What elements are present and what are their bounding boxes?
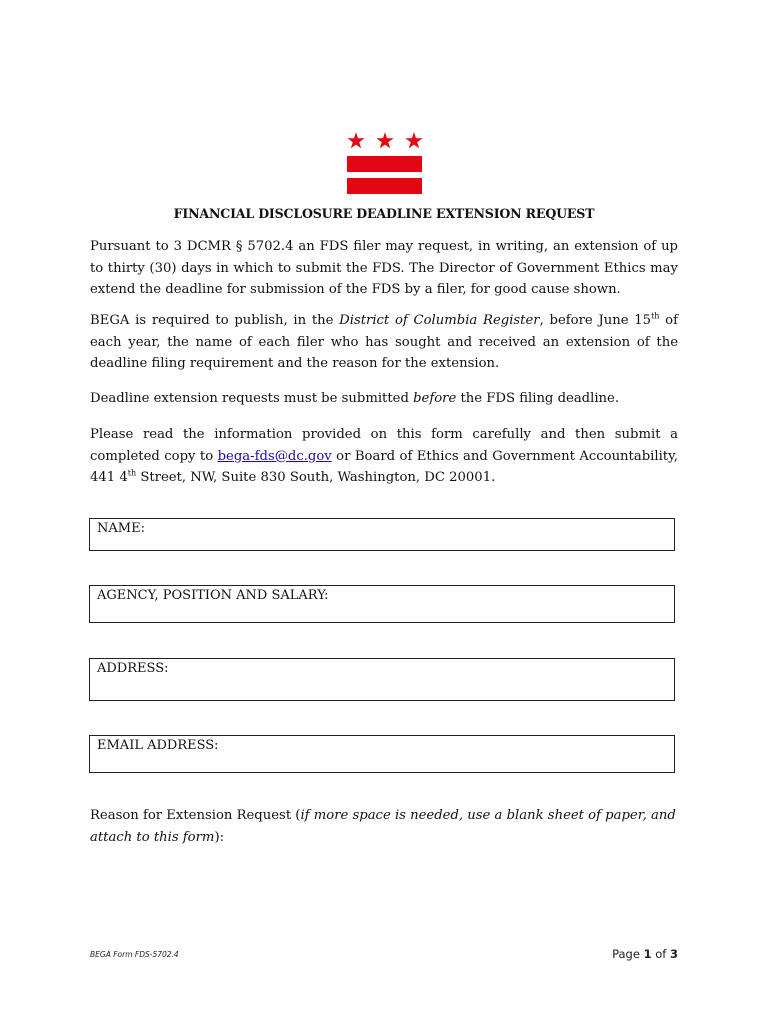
page-total: 3 xyxy=(669,947,678,961)
name-field-label: NAME: xyxy=(97,521,145,536)
submission-paragraph xyxy=(90,424,678,489)
form-id: BEGA Form FDS-5702.4 xyxy=(90,950,179,959)
intro-paragraph: Pursuant to 3 DCMR § 5702.4 an FDS filer may request, in writing, an extension of up to thirty (30) days in which to submit the FDS. The Director of Government Ethics may extend the deadline for submission of the FDS by a filer, for good cause shown. xyxy=(90,239,678,297)
p3-text-a: Deadline extension requests must be submitted xyxy=(90,391,414,406)
flag-bar-bottom xyxy=(347,178,422,194)
star-icon xyxy=(376,132,394,150)
flag-bar-top xyxy=(347,156,422,172)
reason-text-c: ): xyxy=(214,829,225,845)
page-number xyxy=(612,947,678,961)
email-field-label: EMAIL ADDRESS: xyxy=(97,738,219,753)
agency-position-salary-field[interactable] xyxy=(89,585,675,623)
p2-text-a: BEGA is required to publish, in the xyxy=(90,313,340,328)
agency-field-label: AGENCY, POSITION AND SALARY: xyxy=(97,588,329,603)
address-field-label: ADDRESS: xyxy=(97,661,169,676)
dc-flag-logo xyxy=(346,132,422,196)
p3-text-c: the FDS filing deadline. xyxy=(456,391,620,406)
publication-paragraph xyxy=(90,310,678,375)
reason-instruction: if more space is needed, use a blank sheet of paper, and attach to this form xyxy=(90,808,676,845)
page-label: Page xyxy=(612,947,640,961)
p4-text-c: Street, NW, Suite 830 South, Washington, DC 20001. xyxy=(136,470,496,485)
p2-text-c: , before June 15 xyxy=(539,313,652,328)
p4-text-b: or Board of Ethics and Government Accountability, 441 4 xyxy=(90,448,678,485)
star-icon xyxy=(347,132,365,150)
p3-emphasis: before xyxy=(413,391,457,406)
flag-stars xyxy=(346,132,422,152)
name-field[interactable] xyxy=(89,518,675,551)
p4-text-a: Please read the information provided on this form carefully and then submit a completed copy to xyxy=(90,427,678,464)
deadline-paragraph xyxy=(90,388,678,410)
register-name: District of Columbia Register xyxy=(339,313,540,328)
email-address-field[interactable] xyxy=(89,735,675,773)
reason-prompt xyxy=(90,805,678,848)
p4-sup: th xyxy=(127,468,137,478)
p2-text-d: of each year, the name of each filer who has sought and received an extension of the deadline filing requirement and the reason for the extension. xyxy=(90,313,678,371)
address-field[interactable] xyxy=(89,658,675,701)
reason-text-a: Reason for Extension Request ( xyxy=(90,808,301,823)
p2-sup: th xyxy=(651,311,660,321)
email-link[interactable]: bega-fds@dc.gov xyxy=(217,448,332,464)
star-icon xyxy=(405,132,423,150)
page-current: 1 xyxy=(643,947,652,961)
page-of: of xyxy=(655,947,667,961)
form-title: FINANCIAL DISCLOSURE DEADLINE EXTENSION REQUEST xyxy=(173,206,595,221)
